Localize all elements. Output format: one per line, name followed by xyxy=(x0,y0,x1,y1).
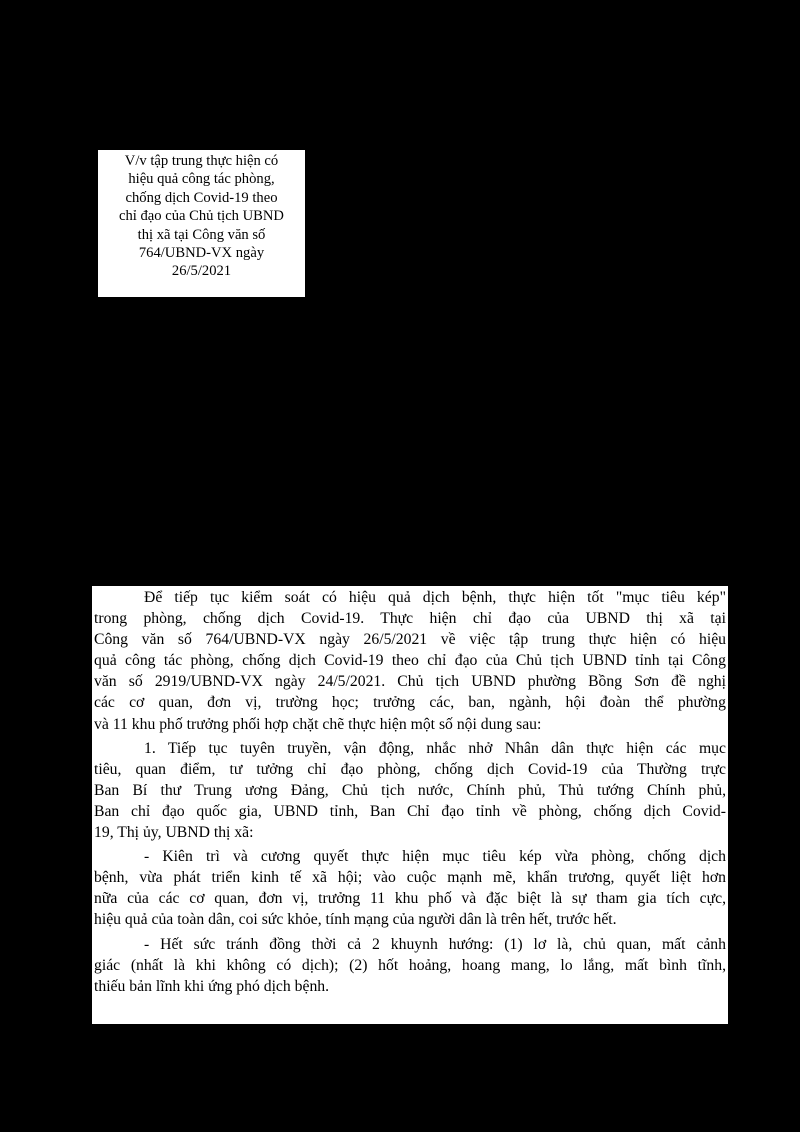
text-line: các cơ quan, đơn vị, trường học; trưởng các, ban, ngành, hội đoàn thể phường xyxy=(94,694,726,712)
text-line: và 11 khu phố trưởng phối hợp chặt chẽ thực hiện một số nội dung sau: xyxy=(94,715,542,733)
subject-line: thị xã tại Công văn số xyxy=(137,226,266,243)
text-line: Ban Bí thư Trung ương Đảng, Chủ tịch nước, Chính phủ, Thủ tướng Chính phủ, xyxy=(94,781,726,799)
paragraph-item-1 xyxy=(94,738,726,843)
text-line: trong phòng, chống dịch Covid-19. Thực hiện chỉ đạo của UBND thị xã tại xyxy=(94,610,726,628)
text-line: nữa của các cơ quan, đơn vị, trưởng 11 khu phố và đặc biệt là sự tham gia tích cực, xyxy=(94,890,726,908)
paragraph-bullet-2 xyxy=(94,934,726,997)
text-line: - Hết sức tránh đồng thời cả 2 khuynh hướng: (1) lơ là, chủ quan, mất cảnh xyxy=(144,935,726,953)
subject-line: hiệu quả công tác phòng, xyxy=(128,171,275,188)
text-line: thiếu bản lĩnh khi ứng phó dịch bệnh. xyxy=(94,977,330,995)
text-line: hiệu quả của toàn dân, coi sức khỏe, tính mạng của người dân là trên hết, trước hết. xyxy=(94,911,617,929)
text-line: tiêu, quan điểm, tư tưởng chỉ đạo phòng, chống dịch Covid-19 của Thường trực xyxy=(94,760,726,778)
text-line: quả công tác phòng, chống dịch Covid-19 theo chỉ đạo của Chủ tịch UBND tỉnh tại Công xyxy=(94,652,726,670)
text-line: - Kiên trì và cương quyết thực hiện mục tiêu kép vừa phòng, chống dịch xyxy=(144,848,726,866)
text-line: Công văn số 764/UBND-VX ngày 26/5/2021 về việc tập trung thực hiện có hiệu xyxy=(94,631,726,649)
text-line: Để tiếp tục kiểm soát có hiệu quả dịch bệnh, thực hiện tốt "mục tiêu kép" xyxy=(144,589,726,606)
text-line: văn số 2919/UBND-VX ngày 24/5/2021. Chủ tịch UBND phường Bồng Sơn đề nghị xyxy=(94,673,726,691)
paragraph-bullet-1 xyxy=(94,846,726,930)
paragraph-intro xyxy=(94,587,726,735)
document-body xyxy=(92,586,728,1024)
subject-line: 764/UBND-VX ngày xyxy=(138,245,265,262)
subject-line: chống dịch Covid-19 theo xyxy=(125,189,278,206)
subject-box xyxy=(98,150,305,297)
subject-line: V/v tập trung thực hiện có xyxy=(124,153,279,169)
text-line: giác (nhất là khi không có dịch); (2) hốt hoảng, hoang mang, lo lắng, mất bình tĩnh, xyxy=(94,956,726,974)
text-line: bệnh, vừa phát triển kinh tế xã hội; vào cuộc mạnh mẽ, khẩn trương, quyết liệt hơn xyxy=(94,869,726,887)
text-line: 1. Tiếp tục tuyên truyền, vận động, nhắc nhở Nhân dân thực hiện các mục xyxy=(144,739,726,757)
text-line: 19, Thị ủy, UBND thị xã: xyxy=(94,824,254,842)
subject-line: chỉ đạo của Chủ tịch UBND xyxy=(119,208,284,225)
text-line: Ban chỉ đạo quốc gia, UBND tỉnh, Ban Chỉ đạo tỉnh về phòng, chống dịch Covid- xyxy=(94,802,726,820)
subject-line: 26/5/2021 xyxy=(171,263,232,280)
